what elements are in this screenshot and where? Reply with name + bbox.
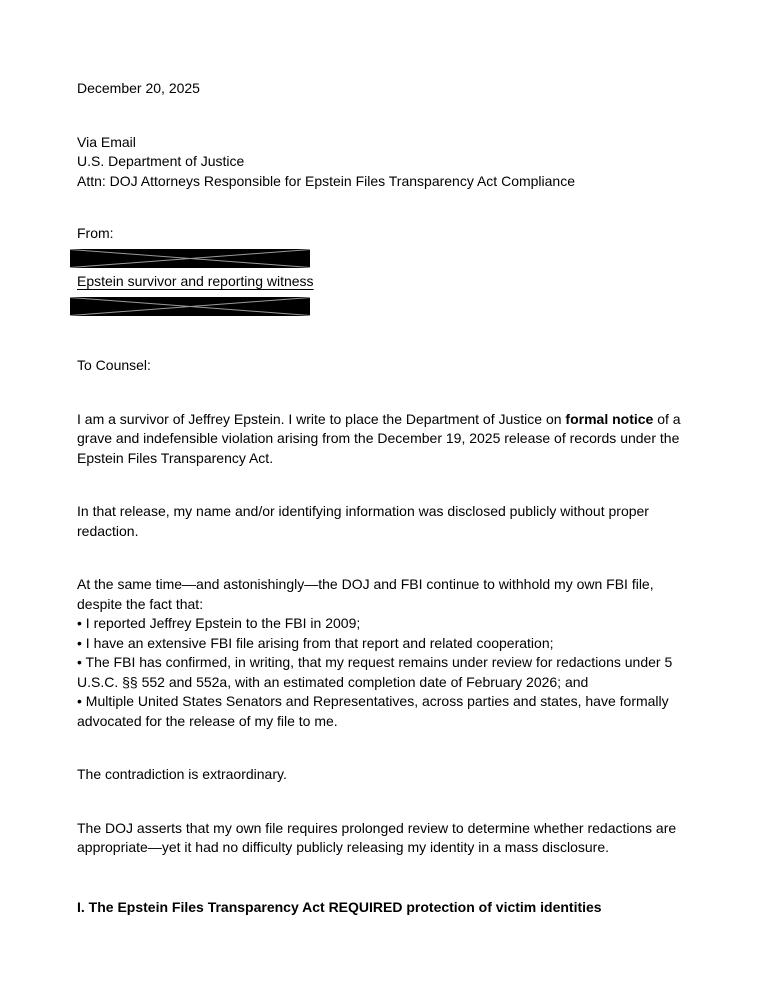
salutation: To Counsel: — [77, 357, 151, 373]
bullet-item: • I have an extensive FBI file arising from that report and related cooperation; — [77, 634, 554, 651]
redaction-bar-icon — [70, 249, 310, 268]
from-block — [77, 224, 696, 316]
from-description: Epstein survivor and reporting witness — [77, 272, 314, 289]
bullet-item: • I reported Jeffrey Epstein to the FBI in 2009; — [77, 615, 361, 631]
withholding-intro: At the same time—and astonishingly—the DOJ and FBI continue to withhold my own FBI file, despite the fact that: — [77, 576, 654, 612]
recipient-attn: Attn: DOJ Attorneys Responsible for Epstein Files Transparency Act Compliance — [77, 172, 576, 189]
paragraph-notice-text: I am a survivor of Jeffrey Epstein. I write to place the Department of Justice on — [77, 410, 566, 427]
paragraph-notice-text-after: of a grave and indefensible violation arising from the December 19, 2025 release of records under the Epstein Files Transparency Act. — [77, 410, 681, 466]
bullet-item: • Multiple United States Senators and Representatives, across parties and states, have formally advocated for the release of my file to me. — [77, 693, 669, 729]
from-label: From: — [77, 225, 114, 241]
formal-notice-emphasis: formal notice — [565, 410, 654, 427]
redaction-bar-icon — [70, 297, 310, 316]
paragraph-contradiction: The contradiction is extraordinary. — [77, 766, 287, 782]
paragraph-disclosure: In that release, my name and/or identifying information was disclosed publicly without proper redaction. — [77, 503, 649, 539]
letter-date: December 20, 2025 — [77, 80, 200, 96]
recipient-org: U.S. Department of Justice — [77, 153, 245, 169]
recipient-block — [77, 133, 696, 192]
section-heading-1: I. The Epstein Files Transparency Act REQUIRED protection of victim identities — [77, 898, 602, 915]
paragraph-assertion: The DOJ asserts that my own file requires prolonged review to determine whether redactions are appropriate—yet it had no difficulty publicly releasing my identity in a mass disclosure. — [77, 819, 677, 855]
delivery-method: Via Email — [77, 133, 136, 150]
paragraph-notice — [77, 410, 696, 469]
paragraph-withholding — [77, 575, 696, 731]
bullet-item: • The FBI has confirmed, in writing, that my request remains under review for redactions under 5 U.S.C. §§ 552 and 552a, with an estimated completion date of February 2026; and — [77, 654, 673, 690]
